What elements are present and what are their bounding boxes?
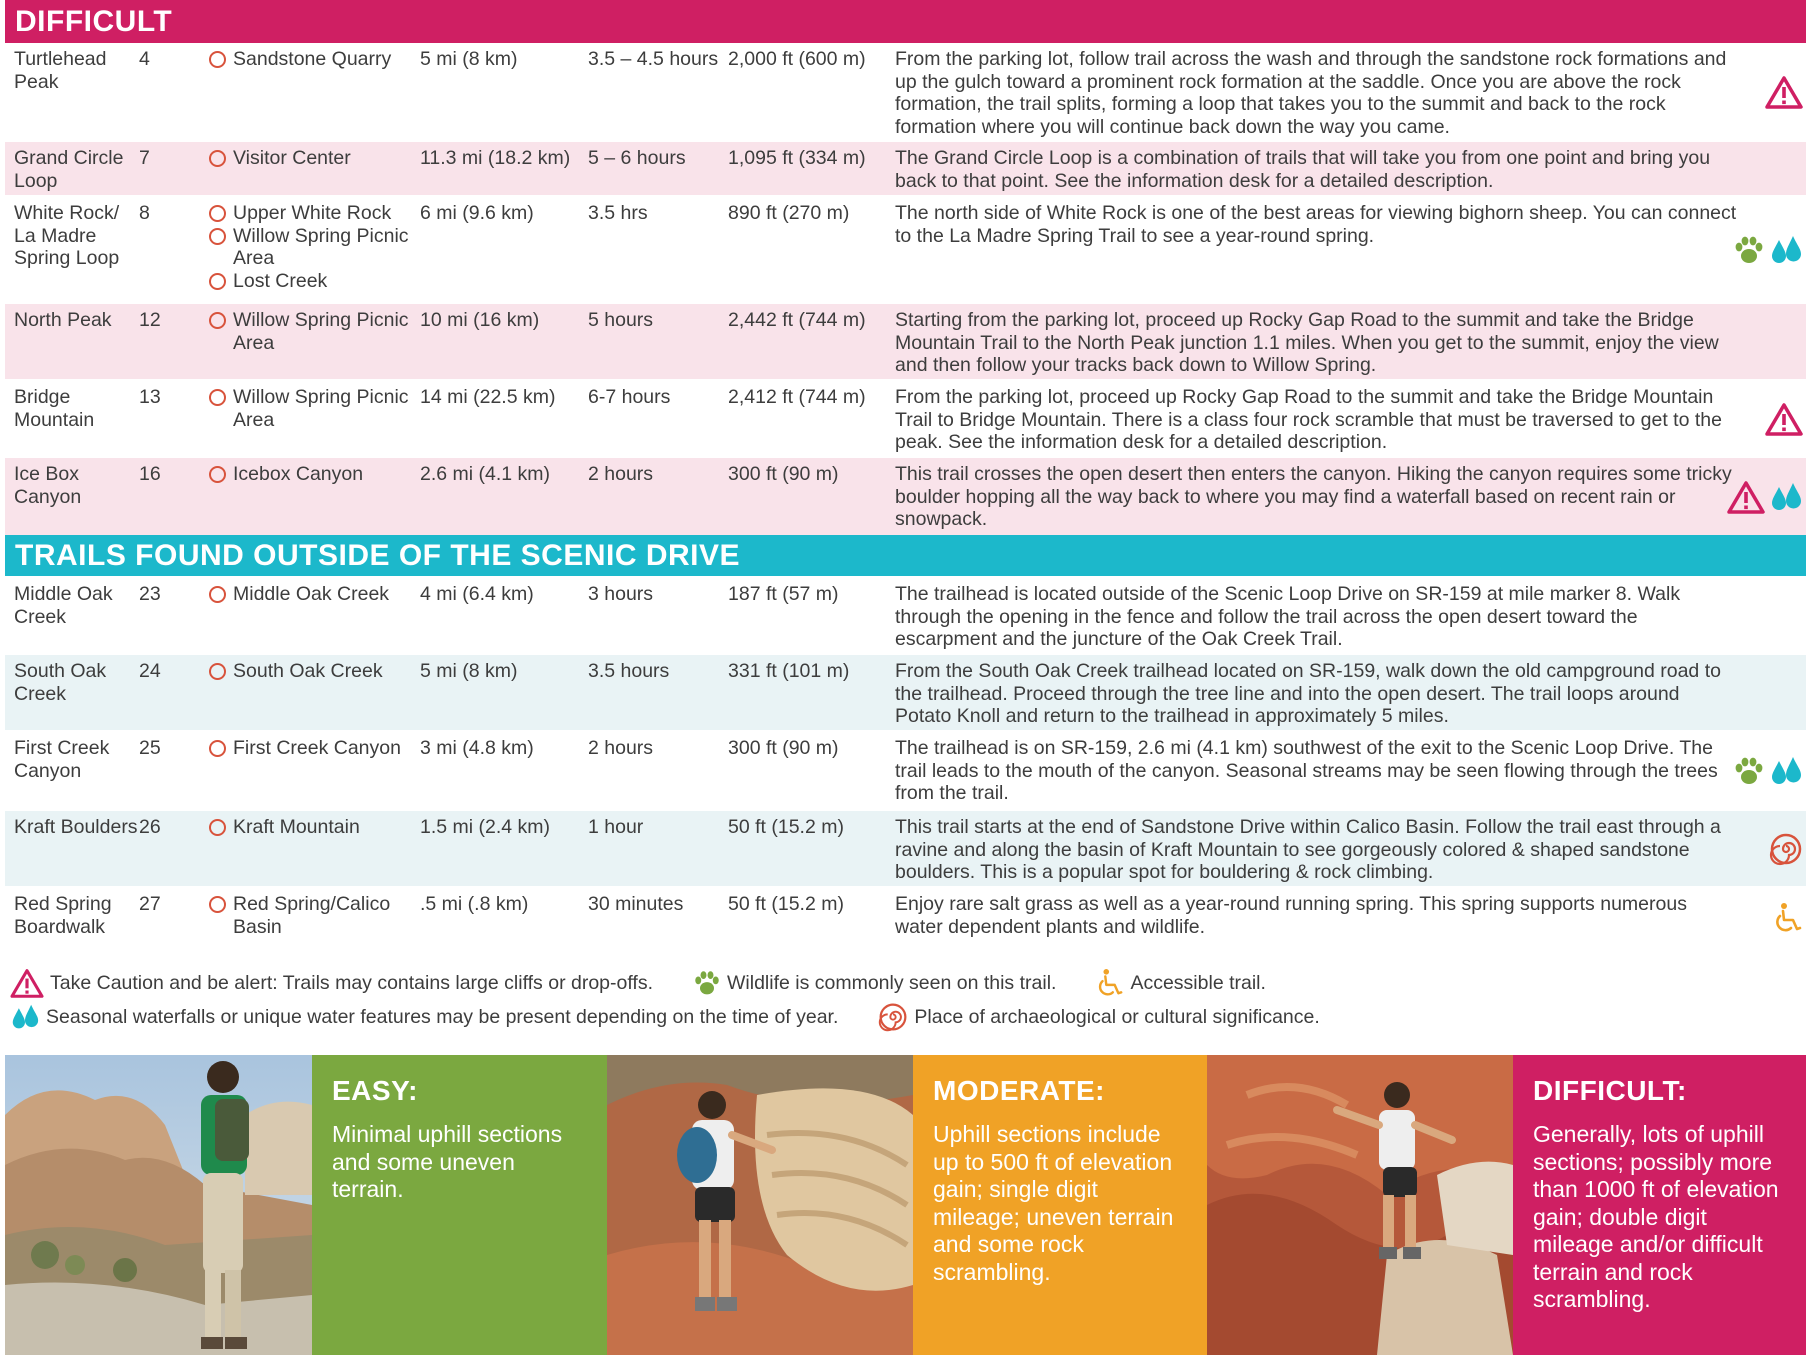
trail-time: 5 hours bbox=[588, 309, 654, 331]
trail-elevation: 300 ft (90 m) bbox=[728, 737, 839, 759]
trailhead-marker-icon bbox=[209, 205, 226, 222]
trailheads bbox=[209, 660, 424, 683]
trailhead-marker-icon bbox=[209, 740, 226, 757]
trail-icons bbox=[1725, 458, 1805, 535]
legend-wildlife-text: Wildlife is commonly seen on this trail. bbox=[727, 971, 1057, 994]
trail-time: 6-7 hours bbox=[588, 386, 671, 408]
trail-name: Bridge Mountain bbox=[14, 386, 95, 431]
table-row bbox=[5, 732, 1806, 809]
legend-archaeology-text: Place of archaeological or cultural significance. bbox=[914, 1005, 1320, 1028]
trailhead-name: Visitor Center bbox=[233, 147, 351, 169]
trail-elevation: 890 ft (270 m) bbox=[728, 202, 850, 224]
trailheads bbox=[209, 386, 424, 431]
table-row bbox=[5, 578, 1806, 653]
panel-title: DIFFICULT: bbox=[1533, 1075, 1687, 1106]
trail-elevation: 2,412 ft (744 m) bbox=[728, 386, 866, 408]
trail-time: 3.5 hrs bbox=[588, 202, 648, 224]
trail-time: 30 minutes bbox=[588, 893, 684, 915]
table-row bbox=[5, 43, 1806, 140]
trailhead-name: Icebox Canyon bbox=[233, 463, 364, 485]
trail-time: 5 – 6 hours bbox=[588, 147, 686, 169]
trail-icons bbox=[1725, 43, 1805, 140]
difficulty-band bbox=[5, 1055, 1806, 1355]
trail-number: 24 bbox=[139, 660, 161, 682]
legend-row-1 bbox=[10, 968, 1306, 998]
legend-caution-text: Take Caution and be alert: Trails may contains large cliffs or drop-offs. bbox=[50, 971, 653, 994]
panel-text: Minimal uphill sections and some uneven terrain. bbox=[332, 1121, 563, 1202]
trail-number: 12 bbox=[139, 309, 161, 331]
caution-icon bbox=[10, 968, 44, 998]
panel-easy bbox=[312, 1055, 607, 1355]
wildlife-icon bbox=[1733, 234, 1765, 266]
photo-hiker-blue-pack bbox=[607, 1055, 913, 1355]
trail-number: 8 bbox=[139, 202, 150, 224]
trail-elevation: 2,000 ft (600 m) bbox=[728, 48, 866, 70]
trail-description: The Grand Circle Loop is a combination of trails that will take you from one point and bring you back to that point. See the information desk for a detailed description. bbox=[895, 147, 1711, 192]
trail-elevation: 331 ft (101 m) bbox=[728, 660, 850, 682]
trail-time: 3.5 hours bbox=[588, 660, 670, 682]
trail-description: From the parking lot, follow trail across the wash and through the sandstone rock formations and up the gulch toward a prominent rock formation at the saddle. Once you are above the rock formation, the trail splits, forming a loop that takes you to the summit and back to the rock formation where you will continue back down the way you came. bbox=[895, 48, 1727, 138]
trail-time: 2 hours bbox=[588, 737, 654, 759]
table-row bbox=[5, 197, 1806, 302]
legend-accessible-text: Accessible trail. bbox=[1130, 971, 1266, 994]
trail-number: 4 bbox=[139, 48, 150, 70]
photo-hiker-green bbox=[5, 1055, 312, 1355]
section-header-outside bbox=[5, 535, 1806, 576]
accessible-icon bbox=[1096, 968, 1124, 998]
trail-name: South Oak Creek bbox=[14, 660, 107, 705]
trail-icons bbox=[1725, 888, 1805, 948]
section-title: TRAILS FOUND OUTSIDE OF THE SCENIC DRIVE bbox=[15, 538, 741, 572]
table-row bbox=[5, 655, 1806, 730]
legend-item-accessible bbox=[1096, 968, 1265, 998]
trail-number: 25 bbox=[139, 737, 161, 759]
trail-icons bbox=[1725, 732, 1805, 809]
trail-description: This trail starts at the end of Sandstone Drive within Calico Basin. Follow the trail east through a ravine and along the basin of Kraft Mountain to see gorgeously colored & shaped sandstone boulders. This is a popular spot for bouldering & rock climbing. bbox=[895, 816, 1721, 883]
panel-text: Generally, lots of uphill sections; possibly more than 1000 ft of elevation gain; double digit mileage and/or difficult terrain and rock scrambling. bbox=[1533, 1121, 1779, 1312]
trailhead-name: First Creek Canyon bbox=[233, 737, 401, 759]
trail-distance: 10 mi (16 km) bbox=[420, 309, 540, 331]
trailhead-marker-icon bbox=[209, 819, 226, 836]
trailhead-name: Red Spring/Calico Basin bbox=[233, 893, 391, 938]
trail-description: Enjoy rare salt grass as well as a year-round running spring. This spring supports numerous water dependent plants and wildlife. bbox=[895, 893, 1687, 938]
trailhead-name: South Oak Creek bbox=[233, 660, 383, 682]
water-icon bbox=[1769, 755, 1803, 787]
trail-name: Turtlehead Peak bbox=[14, 48, 107, 93]
trail-icons bbox=[1725, 197, 1805, 302]
legend-item-water bbox=[10, 1003, 838, 1031]
panel-title: EASY: bbox=[332, 1075, 418, 1106]
trailhead-marker-icon bbox=[209, 466, 226, 483]
trail-number: 27 bbox=[139, 893, 161, 915]
trailhead-marker-icon bbox=[209, 273, 226, 290]
trail-icons bbox=[1725, 381, 1805, 456]
trail-number: 26 bbox=[139, 816, 161, 838]
table-row bbox=[5, 304, 1806, 379]
trailhead-marker-icon bbox=[209, 389, 226, 406]
trailhead-marker-icon bbox=[209, 312, 226, 329]
panel-title: MODERATE: bbox=[933, 1075, 1105, 1106]
trailhead-marker-icon bbox=[209, 150, 226, 167]
trail-name: Kraft Boulders bbox=[14, 816, 138, 838]
trail-elevation: 50 ft (15.2 m) bbox=[728, 893, 844, 915]
trail-name: North Peak bbox=[14, 309, 112, 331]
trail-distance: 3 mi (4.8 km) bbox=[420, 737, 534, 759]
trail-name: White Rock/ La Madre Spring Loop bbox=[14, 202, 120, 269]
trail-description: The north side of White Rock is one of the best areas for viewing bighorn sheep. You can connect to the La Madre Spring Trail to see a year-round spring. bbox=[895, 202, 1737, 247]
trail-elevation: 50 ft (15.2 m) bbox=[728, 816, 844, 838]
table-row bbox=[5, 142, 1806, 195]
trailhead-name: Willow Spring Picnic Area bbox=[233, 386, 409, 431]
trail-description: The trailhead is located outside of the Scenic Loop Drive on SR-159 at mile marker 8. Walk through the opening in the fence and follow the trail across the open desert toward the escarpment and the juncture of the Oak Creek Trail. bbox=[895, 583, 1681, 650]
trailheads bbox=[209, 48, 424, 71]
wildlife-icon bbox=[693, 969, 721, 997]
trail-name: Grand Circle Loop bbox=[14, 147, 124, 192]
trailhead-marker-icon bbox=[209, 896, 226, 913]
trail-distance: 6 mi (9.6 km) bbox=[420, 202, 534, 224]
trailheads bbox=[209, 893, 424, 938]
trail-elevation: 300 ft (90 m) bbox=[728, 463, 839, 485]
trail-distance: 1.5 mi (2.4 km) bbox=[420, 816, 551, 838]
trail-icons bbox=[1725, 811, 1805, 886]
trailhead-name: Sandstone Quarry bbox=[233, 48, 392, 70]
water-icon bbox=[1769, 234, 1803, 266]
legend-row-2 bbox=[10, 1002, 1360, 1032]
trail-name: Red Spring Boardwalk bbox=[14, 893, 112, 938]
trail-description: Starting from the parking lot, proceed up Rocky Gap Road to the summit and take the Bridge Mountain Trail to the North Peak junction 1.1 miles. When you get to the summit, enjoy the view and then follow your tracks back down to Willow Spring. bbox=[895, 309, 1719, 376]
trail-distance: .5 mi (.8 km) bbox=[420, 893, 529, 915]
water-icon bbox=[1769, 481, 1803, 513]
legend-item-caution bbox=[10, 968, 653, 998]
trail-description: This trail crosses the open desert then enters the canyon. Hiking the canyon requires some tricky boulder hopping all the way back to where you may find a waterfall based on recent rain or snowpack. bbox=[895, 463, 1732, 530]
trailheads bbox=[209, 583, 424, 606]
panel-text: Uphill sections include up to 500 ft of elevation gain; single digit mileage; uneven terrain and some rock scrambling. bbox=[933, 1121, 1174, 1285]
trail-description: From the South Oak Creek trailhead located on SR-159, walk down the old campground road to the trailhead. Proceed through the tree line and into the open desert. The trail loops around Potato Knoll and return to the trailhead in approximately 5 miles. bbox=[895, 660, 1721, 727]
trailhead-marker-icon bbox=[209, 51, 226, 68]
trail-elevation: 187 ft (57 m) bbox=[728, 583, 839, 605]
trail-elevation: 1,095 ft (334 m) bbox=[728, 147, 866, 169]
legend-item-archaeology bbox=[878, 1002, 1319, 1032]
trail-description: From the parking lot, proceed up Rocky Gap Road to the summit and take the Bridge Mountain Trail to Bridge Mountain. There is a class four rock scramble that must be traversed to get to the peak. See the information desk for a detailed description. bbox=[895, 386, 1722, 453]
caution-icon bbox=[1765, 75, 1803, 109]
trailheads bbox=[209, 202, 424, 292]
trailhead-name: Middle Oak Creek bbox=[233, 583, 390, 605]
trail-description: The trailhead is on SR-159, 2.6 mi (4.1 km) southwest of the exit to the Scenic Loop Drive. The trail leads to the mouth of the canyon. Seasonal streams may be seen flowing through the trees from the trail. bbox=[895, 737, 1718, 804]
trailheads bbox=[209, 309, 424, 354]
trail-time: 3.5 – 4.5 hours bbox=[588, 48, 719, 70]
trail-name: Middle Oak Creek bbox=[14, 583, 113, 628]
caution-icon bbox=[1765, 402, 1803, 436]
trail-distance: 5 mi (8 km) bbox=[420, 48, 518, 70]
trailhead-name: Kraft Mountain bbox=[233, 816, 360, 838]
trailhead-marker-icon bbox=[209, 586, 226, 603]
legend-water-text: Seasonal waterfalls or unique water features may be present depending on the time of year. bbox=[46, 1005, 839, 1028]
trail-number: 23 bbox=[139, 583, 161, 605]
trail-distance: 2.6 mi (4.1 km) bbox=[420, 463, 551, 485]
trail-name: Ice Box Canyon bbox=[14, 463, 82, 508]
table-row bbox=[5, 811, 1806, 886]
trail-distance: 11.3 mi (18.2 km) bbox=[420, 147, 571, 169]
trail-elevation: 2,442 ft (744 m) bbox=[728, 309, 866, 331]
section-title: DIFFICULT bbox=[15, 4, 173, 38]
archaeology-icon bbox=[878, 1002, 908, 1032]
photo-hiker-scrambling bbox=[1207, 1055, 1513, 1355]
panel-difficult bbox=[1513, 1055, 1806, 1355]
accessible-icon bbox=[1773, 902, 1803, 934]
trail-name: First Creek Canyon bbox=[14, 737, 110, 782]
trail-number: 7 bbox=[139, 147, 150, 169]
panel-moderate bbox=[913, 1055, 1207, 1355]
table-row bbox=[5, 888, 1806, 948]
caution-icon bbox=[1727, 480, 1765, 514]
trail-time: 3 hours bbox=[588, 583, 654, 605]
trailheads bbox=[209, 737, 424, 760]
trail-distance: 5 mi (8 km) bbox=[420, 660, 518, 682]
trailhead-marker-icon bbox=[209, 663, 226, 680]
trail-time: 1 hour bbox=[588, 816, 644, 838]
table-row bbox=[5, 458, 1806, 535]
water-icon bbox=[10, 1003, 40, 1031]
trailhead-name: Lost Creek bbox=[233, 269, 328, 292]
trailhead-marker-icon bbox=[209, 228, 226, 245]
trail-distance: 4 mi (6.4 km) bbox=[420, 583, 534, 605]
trail-time: 2 hours bbox=[588, 463, 654, 485]
legend-item-wildlife bbox=[693, 969, 1056, 997]
archaeology-icon bbox=[1769, 832, 1803, 866]
section-header-difficult bbox=[5, 0, 1806, 43]
trailhead-name: Upper White Rock bbox=[233, 202, 392, 224]
table-row bbox=[5, 381, 1806, 456]
trailheads bbox=[209, 463, 424, 486]
trail-number: 13 bbox=[139, 386, 161, 408]
trailheads bbox=[209, 816, 424, 839]
trail-distance: 14 mi (22.5 km) bbox=[420, 386, 556, 408]
trailhead-name: Willow Spring Picnic Area bbox=[233, 309, 409, 354]
trail-number: 16 bbox=[139, 463, 161, 485]
wildlife-icon bbox=[1733, 755, 1765, 787]
trailheads bbox=[209, 147, 424, 170]
trailhead-name: Willow Spring Picnic Area bbox=[233, 224, 409, 269]
